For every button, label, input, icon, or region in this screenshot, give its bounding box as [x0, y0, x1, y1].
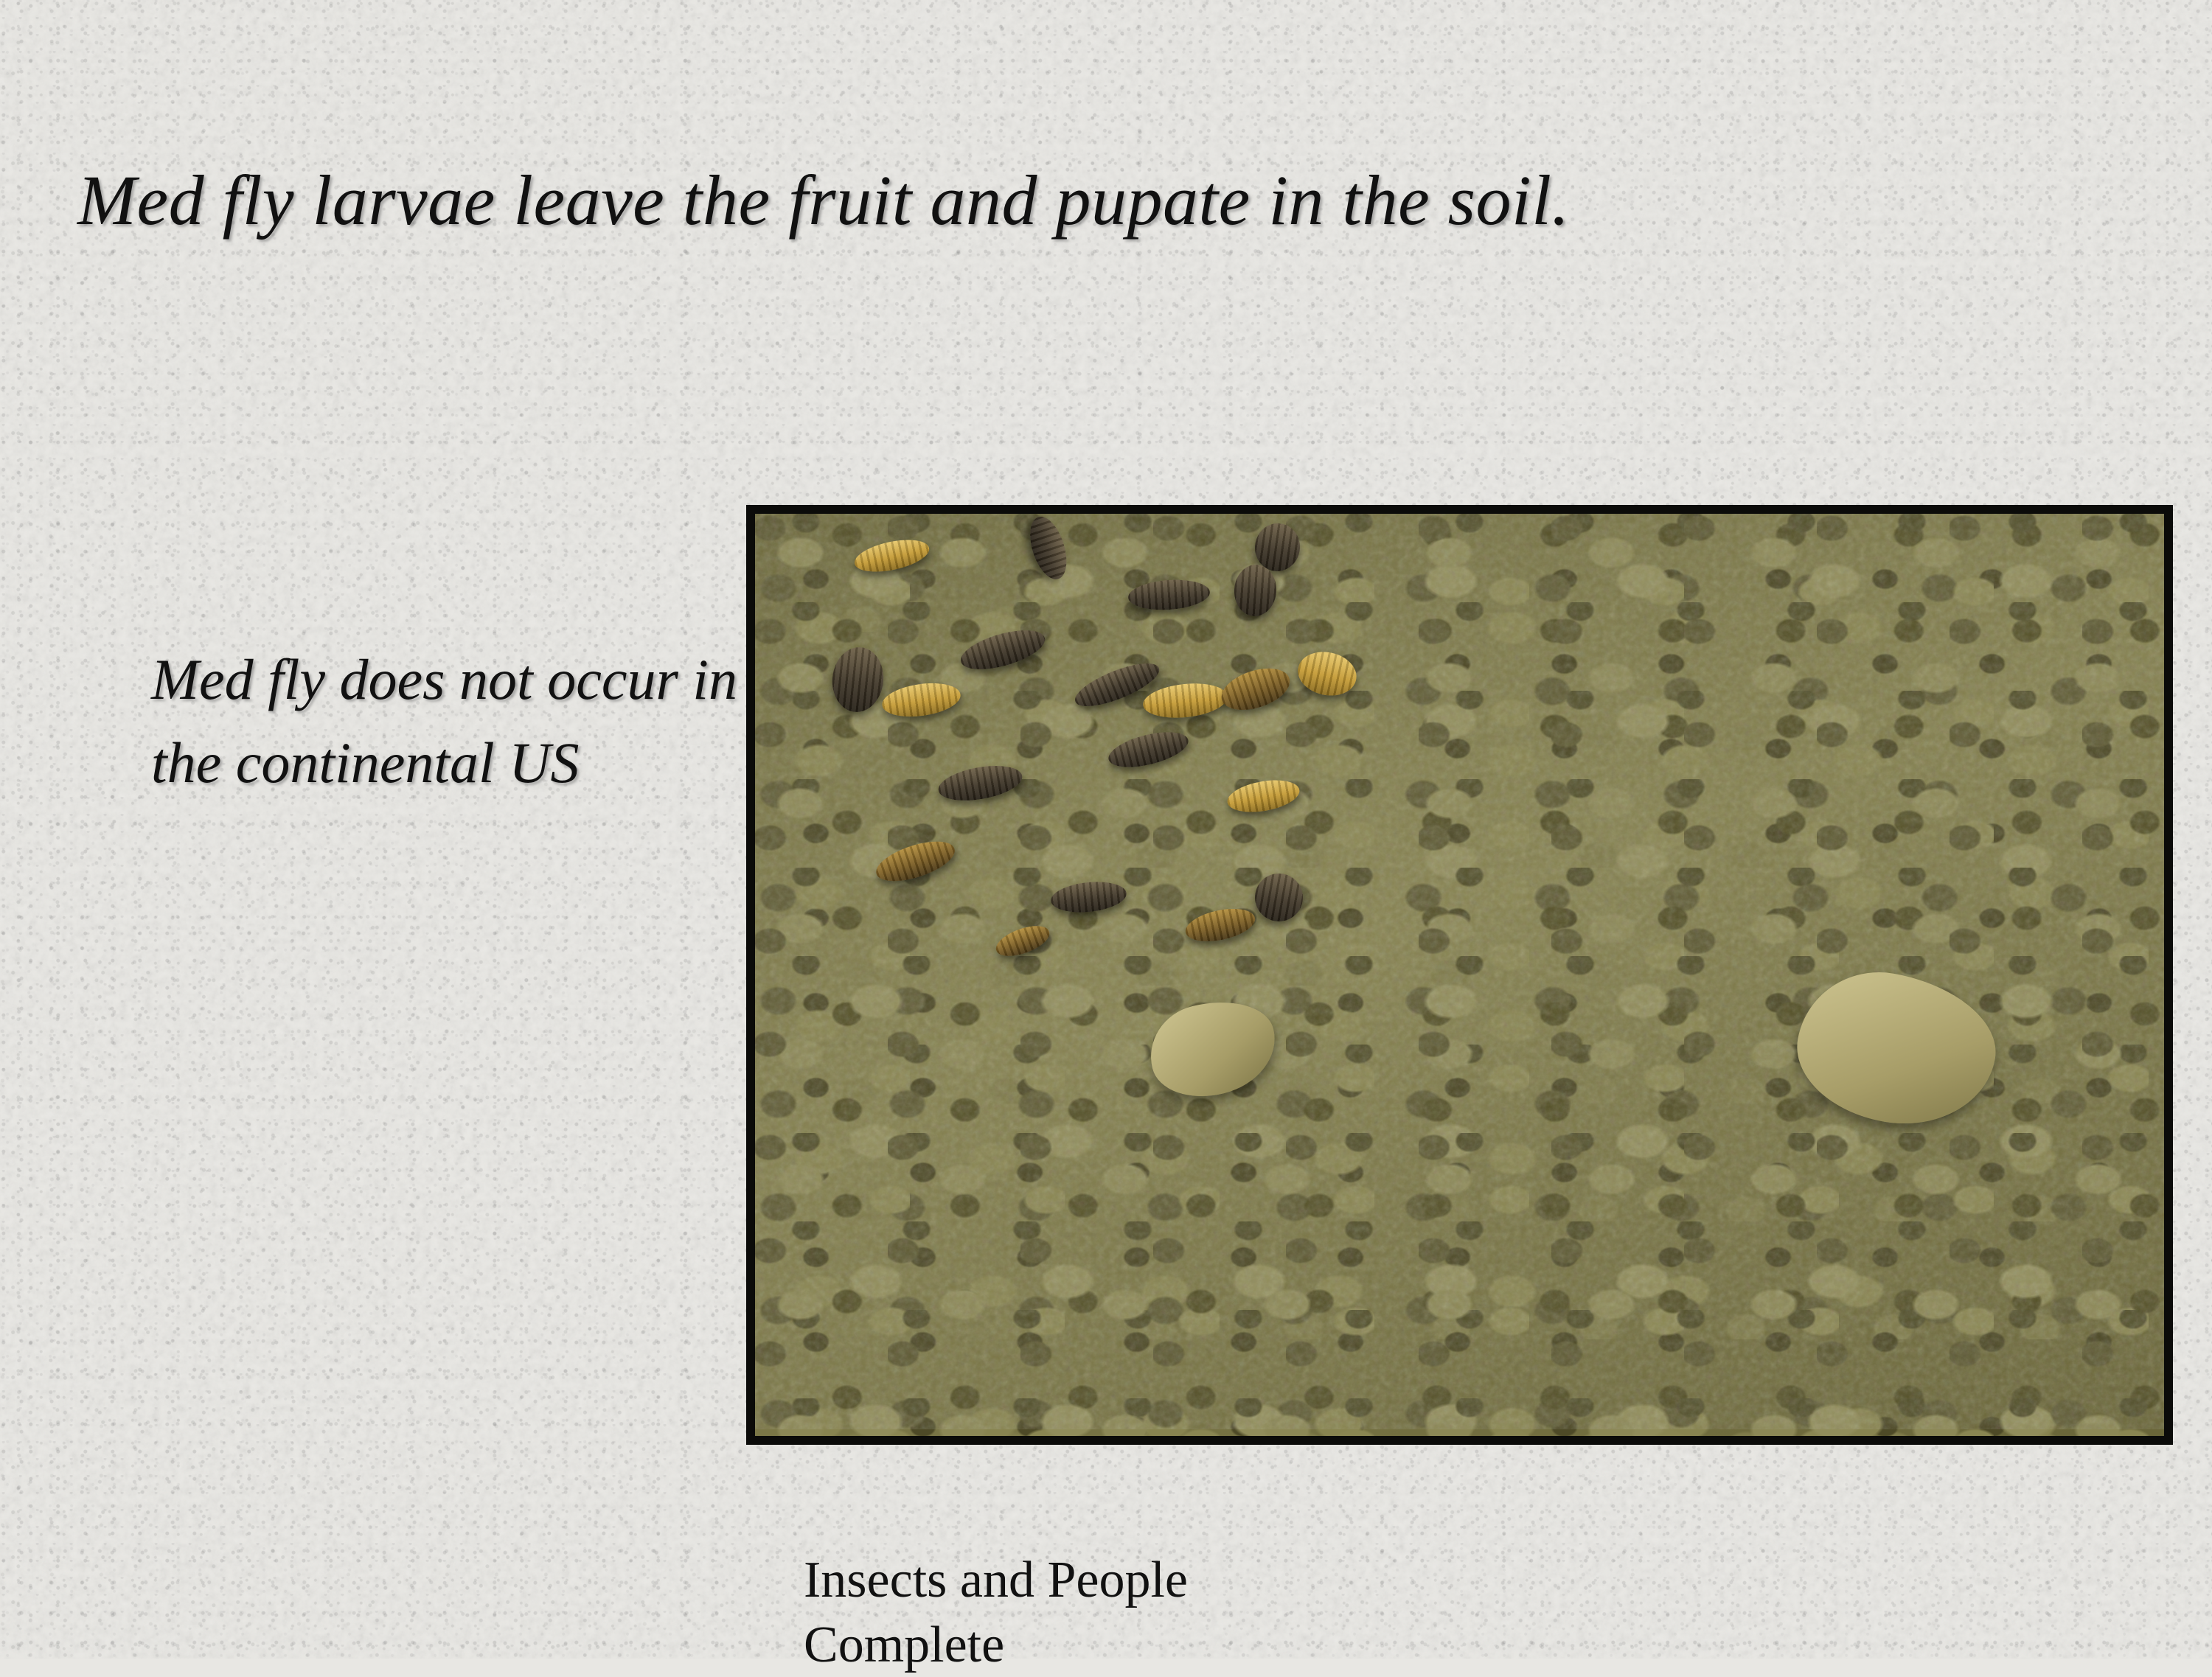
footer-line-1: Insects and People — [804, 1548, 1836, 1613]
side-caption: Med fly does not occur in the continental US — [151, 638, 815, 804]
medfly-pupae-photo — [746, 505, 2173, 1445]
page-title: Med fly larvae leave the fruit and pupate in the soil. — [77, 158, 2068, 242]
slide-footer — [804, 1548, 1836, 1677]
footer-line-2: Complete — [804, 1613, 1836, 1677]
